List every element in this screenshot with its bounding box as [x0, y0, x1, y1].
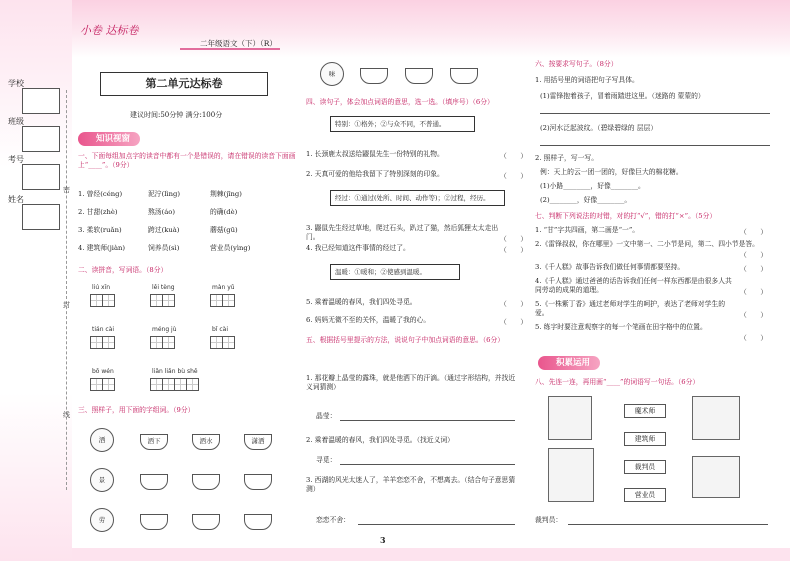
- q5-answer-label: 恋恋不舍：: [316, 516, 350, 524]
- name-field[interactable]: [22, 204, 60, 230]
- word-tree: 景: [90, 468, 114, 492]
- q4-item: 2. 天真可爱的他给我留下了特别深刻的印象。: [306, 170, 444, 178]
- q1-item: 熬汤(áo): [148, 208, 176, 216]
- word-basket[interactable]: [140, 514, 168, 530]
- pinyin-label: màn yǔ: [212, 284, 235, 291]
- q1-row-3: [78, 226, 238, 235]
- picture-cashier: [692, 456, 740, 498]
- q4-item: 3. 鼹鼠先生经过草地，爬过石头，趴过了猫，然后狐狸太太走出门。: [306, 224, 499, 241]
- answer-paren[interactable]: （ ）: [500, 246, 528, 254]
- word-basket[interactable]: [192, 514, 220, 530]
- pinyin-label: lěi tèng: [152, 284, 175, 291]
- writing-grid[interactable]: [150, 378, 198, 391]
- q6-item: (1)雷锋抱着孩子，冒着雨踏进这里。（迷路的 蒙蒙的）: [540, 92, 705, 100]
- q1-item: 4. 建筑师(jiàn): [78, 244, 126, 252]
- seal-char-3: 线: [63, 411, 70, 419]
- name-label: 姓名: [8, 195, 24, 204]
- word-tree: 洒: [90, 428, 114, 452]
- q5-answer-label: 寻觅：: [316, 456, 337, 464]
- q5-answer-label: 晶莹：: [316, 412, 337, 420]
- q1-item: 1. 曾经(céng): [78, 190, 123, 198]
- header-rule: [180, 48, 280, 50]
- q7-item: 1. “甘”字共四画，第二画是“一”。: [535, 226, 640, 234]
- exam-info: 建议时间:50分钟 满分:100分: [130, 111, 223, 119]
- q6-instruction: 1. 用括号里的词语把句子写具体。: [535, 76, 639, 84]
- writing-grid[interactable]: [210, 336, 234, 349]
- q6-item: (2)________，好像________。: [540, 196, 632, 204]
- class-label: 班级: [8, 117, 24, 126]
- question-2: 二、读拼音，写词语。（8分）: [78, 266, 168, 274]
- bottom-band: [72, 548, 790, 561]
- subject-label: 二年级语文（下）（R）: [200, 39, 277, 48]
- q7-item: 2.《雷锋叔叔，你在哪里》一文中第一、二小节是问，第二、四小节是答。: [535, 240, 759, 248]
- q1-row-2: [78, 208, 238, 217]
- section-banner-knowledge: 知识视窗: [78, 132, 140, 146]
- pinyin-label: méng jù: [152, 326, 177, 333]
- question-7: 七、判断下列说法的对错，对的打“√”，错的打“×”。（5分）: [535, 212, 717, 220]
- word-basket[interactable]: [140, 474, 168, 490]
- writing-grid[interactable]: [90, 336, 114, 349]
- q5-item: 1. 那花瓣上晶莹的露珠，就是他洒下的汗滴。（通过字形结构，并找近义词猜测）: [306, 374, 516, 391]
- answer-paren[interactable]: （ ）: [500, 318, 528, 326]
- answer-line[interactable]: [540, 145, 770, 146]
- definition-box: 特别：①格外；②与众不同，不普通。: [330, 116, 475, 132]
- exam-no-label: 考号: [8, 155, 24, 164]
- school-field[interactable]: [22, 88, 60, 114]
- section-banner-accumulate: 积累运用: [538, 356, 600, 370]
- word-basket[interactable]: 洒水: [192, 434, 220, 450]
- q4-item: 1. 长颈鹿太叔送给鼹鼠先生一份特别的礼物。: [306, 150, 444, 158]
- answer-paren[interactable]: （ ）: [740, 265, 768, 273]
- question-6: 六、按要求写句子。（8分）: [535, 60, 618, 68]
- q7-item: 5. 练字时要注意观察字的每一个笔画在田字格中的位置。: [535, 323, 707, 331]
- question-3: 三、照样子，用下面的字组词。（9分）: [78, 406, 195, 414]
- cut-line: [66, 90, 67, 490]
- pinyin-label: liǎn liǎn bù shě: [152, 368, 198, 375]
- word-basket[interactable]: [360, 68, 388, 84]
- school-label: 学校: [8, 79, 24, 88]
- job-label[interactable]: 裁判员: [624, 460, 666, 474]
- q1-item: 荆棘(jīng): [210, 190, 242, 198]
- pinyin-label: liú xīn: [92, 284, 111, 291]
- q5-item: 2. 乘着温暖的春风，我们四处寻觅。（找近义词）: [306, 436, 454, 444]
- answer-line[interactable]: [340, 420, 515, 421]
- q1-row-1: [78, 190, 242, 199]
- q6-item: (1)小路________，好像________。: [540, 182, 645, 190]
- pinyin-label: bǐ cài: [212, 326, 229, 333]
- q1-item: 营业员(yìng): [210, 244, 251, 252]
- word-basket[interactable]: 洒下: [140, 434, 168, 450]
- q1-row-4: [78, 244, 251, 253]
- answer-line[interactable]: [340, 464, 515, 465]
- page-title: 第二单元达标卷: [100, 72, 268, 96]
- word-tree: 劳: [90, 508, 114, 532]
- answer-paren[interactable]: （ ）: [500, 235, 528, 243]
- word-basket[interactable]: [244, 474, 272, 490]
- answer-paren[interactable]: （ ）: [740, 334, 768, 342]
- definition-box: 经过：①通过(处所、时间、动作等)；②过程，经历。: [330, 190, 505, 206]
- picture-architect: [692, 396, 740, 440]
- seal-char-1: 密: [63, 186, 70, 194]
- answer-paren[interactable]: （ ）: [740, 228, 768, 236]
- q1-item: 3. 柔软(ruǎn): [78, 226, 122, 234]
- pinyin-label: bō wén: [92, 368, 114, 375]
- q1-item: 泥泞(lìng): [148, 190, 180, 198]
- pinyin-label: tián cài: [92, 326, 115, 333]
- question-8: 八、先连一连，再用画“____”的词语写一句话。（6分）: [535, 378, 700, 386]
- word-basket[interactable]: [192, 474, 220, 490]
- question-4: 四、读句子，体会加点词语的意思，选一选。（填序号）（6分）: [306, 98, 494, 106]
- answer-paren[interactable]: （ ）: [740, 288, 768, 296]
- q7-item: 3.《千人糕》故事告诉我们做任何事情都要坚持。: [535, 263, 685, 271]
- answer-paren[interactable]: （ ）: [500, 152, 528, 160]
- writing-grid[interactable]: [90, 294, 114, 307]
- q6-item: 例：天上的云一团一团的，好像巨大的棉花糖。: [540, 168, 683, 176]
- word-basket[interactable]: 潇洒: [244, 434, 272, 450]
- picture-magician: [548, 396, 592, 440]
- seal-char-2: 封: [63, 301, 70, 309]
- class-field[interactable]: [22, 126, 60, 152]
- answer-paren[interactable]: （ ）: [500, 172, 528, 180]
- q1-item: 饲养员(sì): [148, 244, 180, 252]
- word-basket[interactable]: [450, 68, 478, 84]
- answer-paren[interactable]: （ ）: [740, 251, 768, 259]
- exam-no-field[interactable]: [22, 164, 60, 190]
- question-5: 五、根据括号里提示的方法，说说句子中加点词语的意思。（6分）: [306, 336, 505, 344]
- job-label[interactable]: 建筑师: [624, 432, 666, 446]
- q7-item: 5.《一株紫丁香》通过老师对学生的呵护，表达了老师对学生的爱。: [535, 300, 725, 317]
- definition-box: 温暖：①暖和；②使感到温暖。: [330, 264, 460, 280]
- q4-item: 6. 妈妈无微不至的关怀，温暖了我的心。: [306, 316, 431, 324]
- q7-item: 4.《千人糕》通过爸爸的话告诉我们任何一样东西都是由很多人共同劳动的成果的道理。: [535, 277, 732, 294]
- writing-grid[interactable]: [210, 294, 234, 307]
- answer-paren[interactable]: （ ）: [500, 300, 528, 308]
- page-number: 3: [380, 535, 386, 545]
- answer-line[interactable]: [358, 524, 515, 525]
- answer-line[interactable]: [540, 113, 770, 114]
- writing-grid[interactable]: [90, 378, 114, 391]
- q1-item: 的确(dè): [210, 208, 238, 216]
- q1-item: 蘑菇(gū): [210, 226, 238, 234]
- picture-referee: [548, 448, 594, 502]
- job-label[interactable]: 魔术师: [624, 404, 666, 418]
- word-tree: 味: [320, 62, 344, 86]
- question-1: 一、下面每组加点字的读音中都有一个是错误的，请在错误的读音下面画上“____”。（9分）: [78, 152, 296, 169]
- q6-instruction: 2. 照样子，写一写。: [535, 154, 599, 162]
- word-basket[interactable]: [405, 68, 433, 84]
- q4-item: 5. 乘着温暖的春风，我们四处寻觅。: [306, 298, 417, 306]
- answer-paren[interactable]: （ ）: [740, 311, 768, 319]
- writing-grid[interactable]: [150, 336, 174, 349]
- q4-item: 4. 我已经知道这件事情的经过了。: [306, 244, 410, 252]
- q8-answer-label: 裁判员：: [535, 516, 563, 524]
- q6-item: (2)河水泛起波纹。（碧绿碧绿的 层层）: [540, 124, 658, 132]
- job-label[interactable]: 营业员: [624, 488, 666, 502]
- q1-item: 跨过(kuà): [148, 226, 180, 234]
- writing-grid[interactable]: [150, 294, 174, 307]
- q5-item: 3. 西湖的风光太迷人了，羊羊恋恋不舍，不想离去。（结合句子意思猜测）: [306, 476, 516, 493]
- series-logo: 小卷 达标卷: [80, 24, 139, 37]
- answer-line[interactable]: [568, 524, 768, 525]
- word-basket[interactable]: [244, 514, 272, 530]
- q1-item: 2. 甘甜(zhè): [78, 208, 118, 216]
